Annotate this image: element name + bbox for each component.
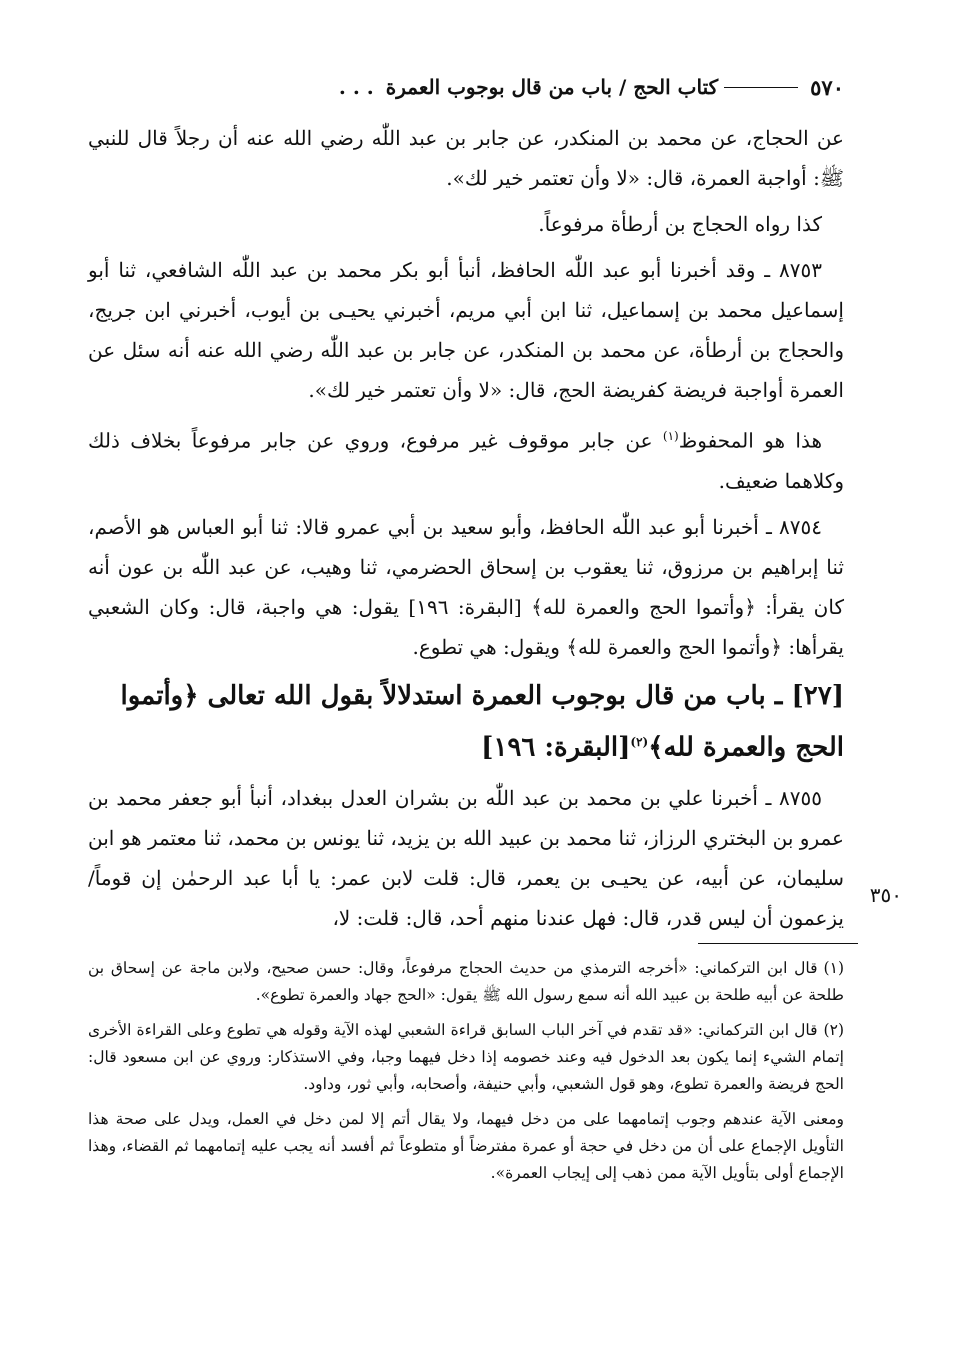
page-number: ٥٧٠: [810, 74, 844, 100]
header-rule: [724, 87, 798, 88]
footnote-separator: [698, 943, 858, 944]
footnote-1-number: (١): [823, 959, 844, 977]
assessment-text-a: هذا هو المحفوظ: [678, 428, 823, 453]
hadith-8755: ٨٧٥٥ ـ أخبرنا علي بن محمد بن عبد اللّٰه بن بشران العدل ببغداد، أنبأ أبو جعفر محمد بن عمرو بن البختري الرزاز، ثنا محمد بن عبيد الله بن يزيد، ثنا يونس بن محمد، ثنا معتمر هو ابن سليمان، عن أبيه، عن يحيـى بن يعمر، قال: قلت لابن عمر: يا أبا عبد الرحمٰن إن قوماً/ يزعمون أن ليس قدر، قال: فهل عندنا منهم أحد، قال: قلت: لا،: [88, 786, 844, 931]
footnotes: [88, 955, 844, 1195]
running-header: [88, 70, 844, 104]
footnote-1: [88, 955, 844, 1009]
chapter-heading: [88, 673, 844, 771]
footnote-2-number: (٢): [823, 1021, 844, 1039]
chapter-title: [٢٧] ـ باب من قال بوجوب العمرة استدلالاً بقول الله تعالى ﴿وأتموا الحج والعمرة لله﴾: [120, 680, 844, 763]
header-ellipsis: . . .: [338, 75, 374, 99]
hadith-8753: ٨٧٥٣ ـ وقد أخبرنا أبو عبد اللّٰه الحافظ، أنبأ أبو بكر محمد بن عبد اللّٰه الشافعي، ثنا أبو إسماعيل محمد بن إسماعيل، ثنا ابن أبي مريم، أخبرني يحيـى بن أيوب، أخبرني ابن جريج، والحجاج بن أرطأة، عن محمد بن المنكدر، عن جابر بن عبد اللّٰه رضي الله عنه أنه سئل عن العمرة أواجبة فريضة كفريضة الحج، قال: «لا وأن تعتمر خير لك».: [88, 258, 844, 402]
footnote-1-text: قال ابن التركماني: «أخرجه الترمذي من حديث الحجاج مرفوعاً، وقال: حسن صحيح، ولابن ماجة عن إسحاق بن طلحة عن أبيه طلحة بن عبيد الله أنه سمع رسول الله ﷺ يقول: «الحج جهاد والعمرة تطوع».: [88, 959, 844, 1004]
assessment-text-b: عن جابر موقوف غير مرفوع، وروي عن جابر مرفوعاً بخلاف ذلك وكلاهما ضعيف.: [88, 428, 844, 493]
hadith-8754: ٨٧٥٤ ـ أخبرنا أبو عبد اللّٰه الحافظ، وأبو سعيد بن أبي عمرو قالا: ثنا أبو العباس هو الأصم، ثنا إبراهيم بن مرزوق، ثنا يعقوب بن إسحاق الحضرمي، ثنا وهيب، عن عبد اللّٰه بن عون أنه كان يقرأ: ﴿وأتموا الحج والعمرة لله﴾ [البقرة: ١٩٦] يقول: هي واجبة، قال: وكان الشعبي يقرأها: ﴿وأتموا الحج والعمرة لله﴾ ويقول: هي تطوع.: [88, 514, 844, 659]
chapter-citation: [البقرة: ١٩٦]: [481, 732, 631, 763]
paragraph-note: كذا رواه الحجاج بن أرطأة مرفوعاً.: [538, 212, 822, 236]
paragraph-assessment: [88, 416, 844, 501]
paragraph-continuation: عن الحجاج، عن محمد بن المنكدر، عن جابر بن عبد اللّٰه رضي الله عنه أن رجلاً قال للنبي ﷺ: أواجبة العمرة، قال: «لا وأن تعتمر خير لك».: [88, 126, 844, 190]
footnote-ref-2: (٢): [630, 734, 649, 749]
main-text: [88, 118, 844, 944]
header-title: كتاب الحج / باب من قال بوجوب العمرة: [385, 75, 719, 99]
margin-page-reference: ٣٥٠: [869, 883, 902, 907]
footnote-2: [88, 1017, 844, 1098]
footnote-2-text: قال ابن التركماني: «قد تقدم في آخر الباب السابق قراءة الشعبي لهذه الآية وقوله هي تطوع وعلى القراءة الأخرى إتمام الشيء إنما يكون بعد الدخول فيه وعند خصومه إذا دخل فيهما وجبا، وفي الاستذكار: وروي عن ابن مسعود قال: الحج فريضة والعمرة تطوع، وهو قول الشعبي، وأبي حنيفة، وأصحابه، وأبي ثور، وداود.: [88, 1021, 844, 1093]
footnote-2-continuation: ومعنى الآية عندهم وجوب إتمامهما على من دخل فيهما، ولا يقال أتم إلا لمن دخل في العمل، ويدل على صحة هذا التأويل الإجماع على أن من دخل في حجة أو عمرة مفترضاً أو متطوعاً ثم أفسد أنه يجب عليه إتمامهما ثم القضاء، وهذا الإجماع أولى بتأويل الآية ممن ذهب إلى إيجاب العمرة».: [88, 1110, 844, 1182]
footnote-ref-1: (١): [662, 429, 679, 443]
